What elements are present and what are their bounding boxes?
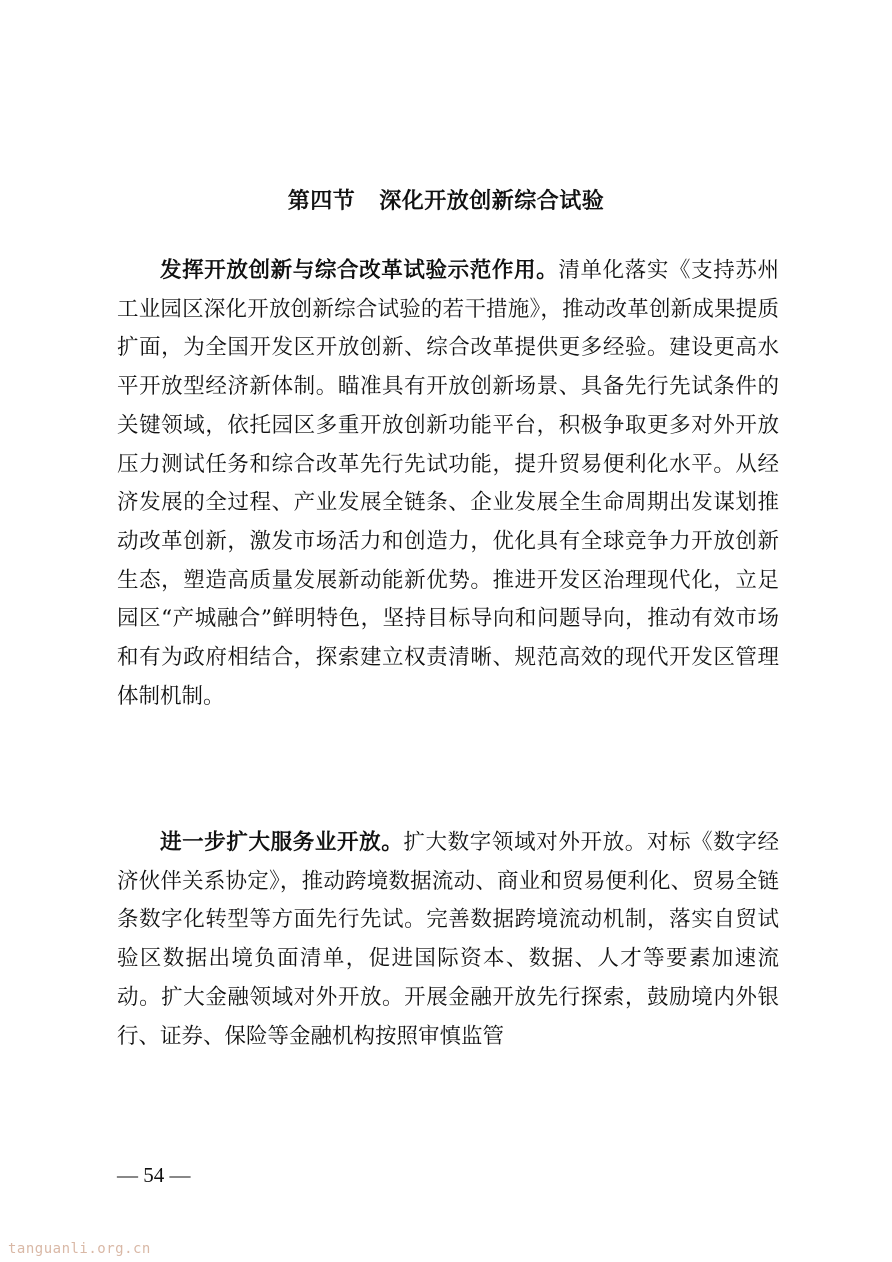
paragraph: [117, 252, 779, 716]
paragraph: [117, 824, 779, 1056]
paragraph-text: 扩大数字领域对外开放。对标《数字经济伙伴关系协定》，推动跨境数据流动、商业和贸易便利化、贸易全链条数字化转型等方面先行先试。完善数据跨境流动机制，落实自贸试验区数据出境负面清单，促进国际资本、数据、人才等要素加速流动。扩大金融领域对外开放。开展金融开放先行探索，鼓励境内外银行、证券、保险等金融机构按照审慎监管: [117, 830, 779, 1049]
page-number: — 54 —: [117, 1163, 191, 1187]
section-title: 深化开放创新综合试验: [379, 189, 605, 214]
paragraph-block-1: [117, 252, 779, 716]
paragraph-text: 清单化落实《支持苏州工业园区深化开放创新综合试验的若干措施》，推动改革创新成果提质扩面，为全国开发区开放创新、综合改革提供更多经验。建设更高水平开放型经济新体制。瞄准具有开放创新场景、具备先行先试条件的关键领域，依托园区多重开放创新功能平台，积极争取更多对外开放压力测试任务和综合改革先行先试功能，提升贸易便利化水平。从经济发展的全过程、产业发展全链条、企业发展全生命周期出发谋划推动改革创新，激发市场活力和创造力，优化具有全球竞争力开放创新生态，塑造高质量发展新动能新优势。推进开发区治理现代化，立足园区“产城融合”鲜明特色，坚持目标导向和问题导向，推动有效市场和有为政府相结合，探索建立权责清晰、规范高效的现代开发区管理体制机制。: [117, 258, 779, 709]
paragraph-lead: 发挥开放创新与综合改革试验示范作用。: [160, 258, 559, 283]
section-number: 第四节: [287, 189, 356, 214]
paragraph-block-2: [117, 824, 779, 1056]
section-heading: [0, 184, 892, 220]
watermark: tanguanli.org.cn: [8, 1241, 151, 1257]
paragraph-lead: 进一步扩大服务业开放。: [160, 830, 404, 855]
